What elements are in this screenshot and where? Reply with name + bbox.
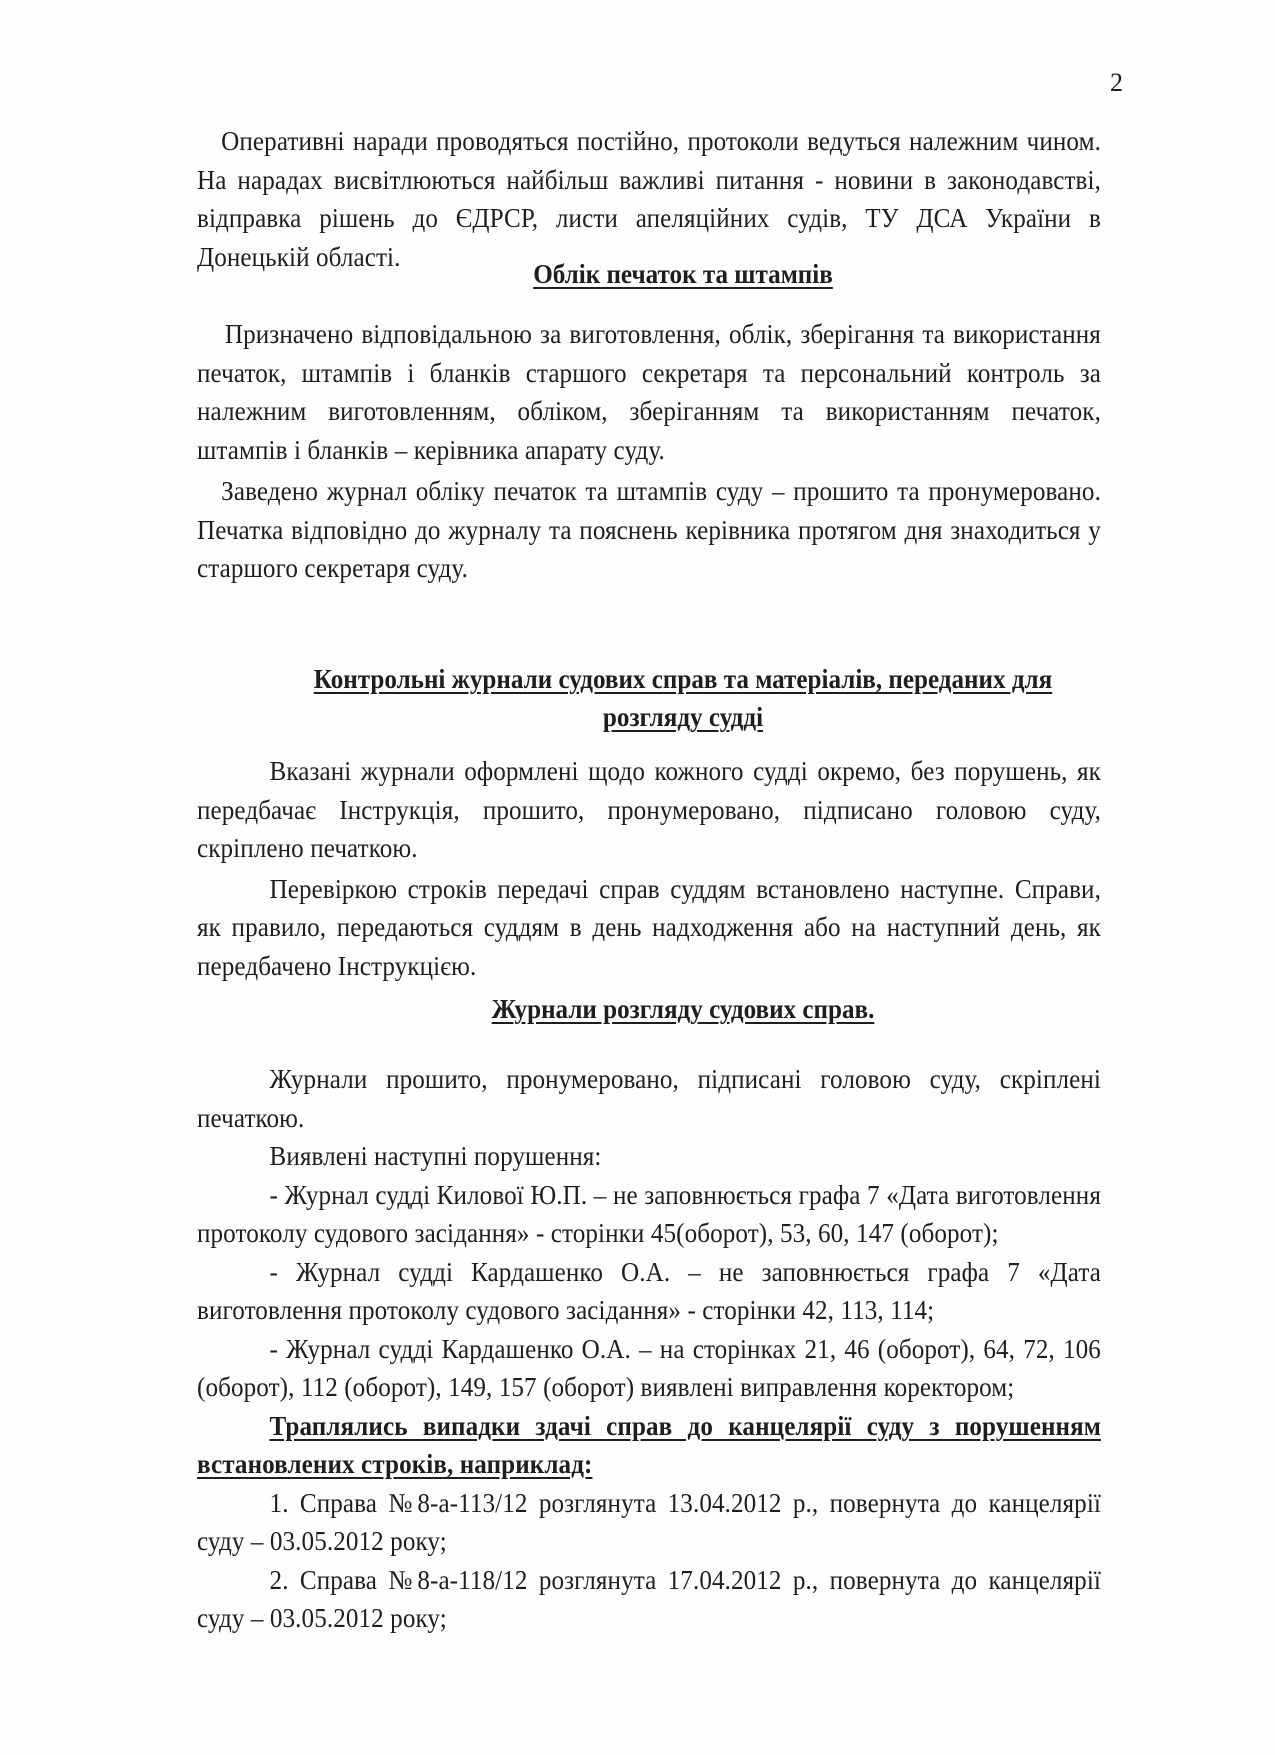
intro-paragraph: [197, 122, 1101, 276]
section-control-body: [197, 752, 1101, 985]
paragraph: Перевіркою строків передачі справ суддям встановлено наступне. Справи, як правило, передаються суддям в день надходження або на наступний день, як передбачено Інструкцією.: [197, 873, 1101, 981]
section-heading-control: Контрольні журнали судових справ та матеріалів, переданих для розгляду судді: [313, 664, 1053, 732]
violation-item: - Журнал судді Кардашенко О.А. – не заповнюється графа 7 «Дата виготовлення протоколу судового засідання» - сторінки 42, 113, 114;: [197, 1256, 1101, 1325]
section-heading-seals: Облік печаток та штампів: [533, 259, 833, 289]
intro-text: Оперативні наради проводяться постійно, протоколи ведуться належним чином. На нарадах висвітлюються найбільш важливі питання - новини в законодавстві, відправка рішень до ЄДРСР, листи апеляційних судів, ТУ ДСА України в Донецькій області.: [197, 126, 1101, 272]
paragraph: Журнали прошито, пронумеровано, підписані головою суду, скріплені печаткою.: [197, 1064, 1101, 1133]
paragraph: Виявлені наступні порушення:: [269, 1141, 602, 1171]
page-number: 2: [1110, 68, 1123, 97]
violation-item: - Журнал судді Кардашенко О.А. – на сторінках 21, 46 (оборот), 64, 72, 106 (оборот), 112 (оборот), 149, 157 (оборот) виявлені виправлення коректором;: [197, 1333, 1101, 1402]
section-heading-journals: Журнали розгляду судових справ.: [491, 994, 875, 1024]
paragraph: Призначено відповідальною за виготовлення, облік, зберігання та використання печаток, штампів і бланків старшого секретаря та персональний контроль за належним виготовленням, обліком, зберіганням та використанням печаток, штампів і бланків – керівника апарату суду.: [197, 319, 1101, 465]
paragraph: Заведено журнал обліку печаток та штампів суду – прошито та пронумеровано. Печатка відповідно до журналу та пояснень керівника протягом дня знаходиться у старшого секретаря суду.: [197, 476, 1101, 583]
violations-heading: Траплялись випадки здачі справ до канцелярії суду з порушенням встановлених строків, наприклад:: [197, 1410, 1101, 1479]
paragraph: Вказані журнали оформлені щодо кожного судді окремо, без порушень, як передбачає Інструкція, прошито, пронумеровано, підписано головою суду, скріплено печаткою.: [197, 756, 1101, 863]
violation-item: - Журнал судді Килової Ю.П. – не заповнюється графа 7 «Дата виготовлення протоколу судового засідання» - сторінки 45(оборот), 53, 60, 147 (оборот);: [197, 1179, 1101, 1248]
section-journals-body: [197, 1060, 1101, 1638]
case-item: 2. Справа №8-а-118/12 розглянута 17.04.2012 р., повернута до канцелярії суду – 03.05.2012 року;: [197, 1564, 1101, 1633]
section-seals-body: [197, 315, 1101, 588]
case-item: 1. Справа №8-а-113/12 розглянута 13.04.2012 р., повернута до канцелярії суду – 03.05.2012 року;: [197, 1487, 1101, 1556]
